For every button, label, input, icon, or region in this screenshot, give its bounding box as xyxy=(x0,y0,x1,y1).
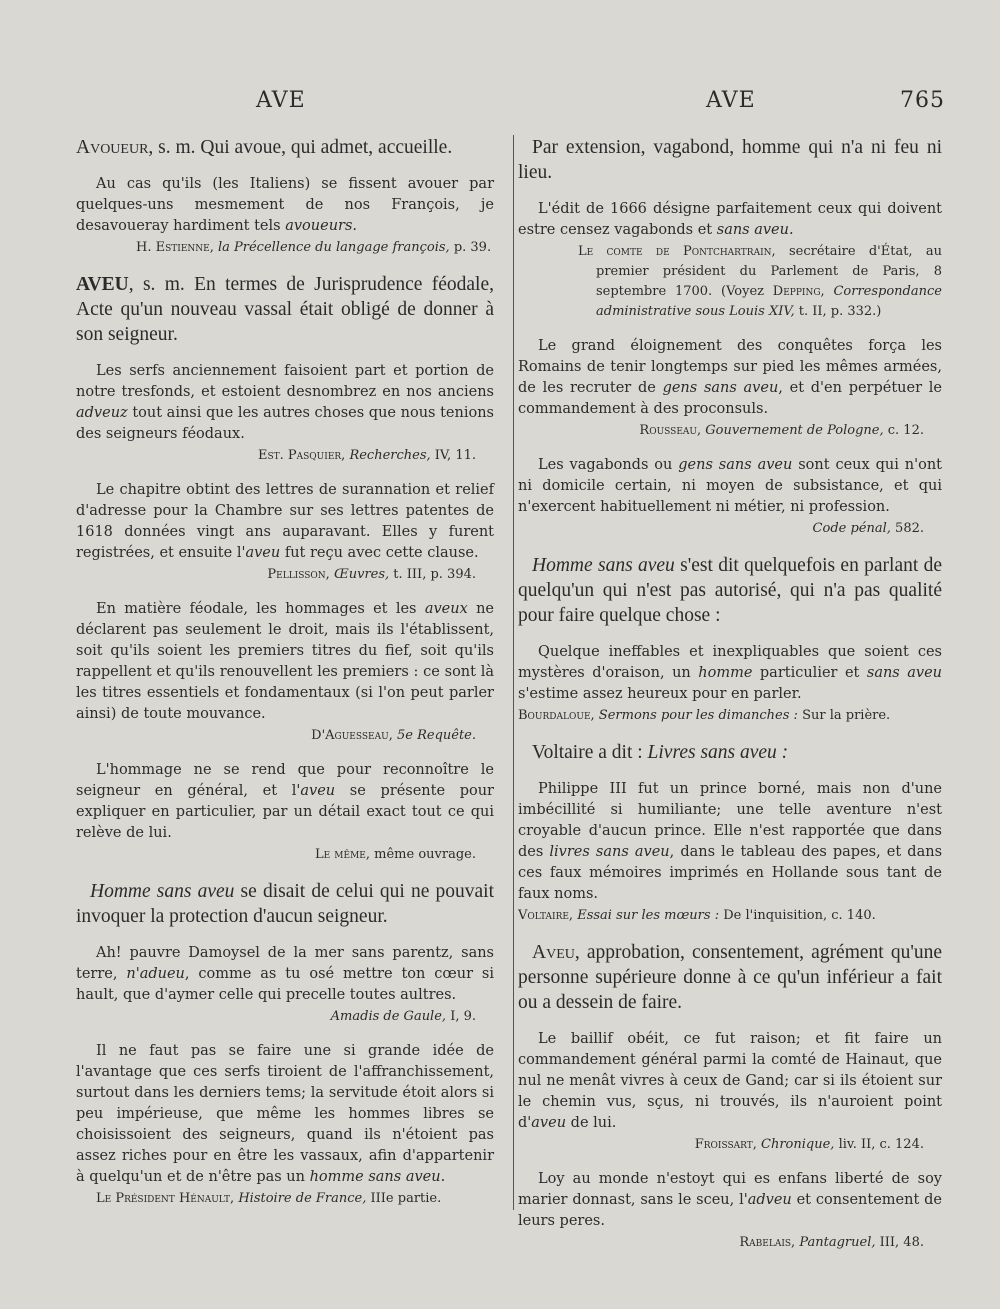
quotation: Au cas qu'ils (les Italiens) se fissent avouer par quelques-uns mesmement de nos François, je desavoueray hardiment tels avoueurs. xyxy=(76,176,494,234)
quotation: Quelque ineffables et inexpliquables que soient ces mystères d'oraison, un homme particulier et sans aveu s'estime assez heureux pour en parler. xyxy=(518,644,942,702)
quotation: En matière féodale, les hommages et les aveux ne déclarent pas seulement le droit, mais ils l'établissent, soit qu'ils soient les premiers titres du fief, soit qu'ils rappellent et qu'ils renouvellent les premiers : ce sont là les titres essentiels et fondamentaux (si l'on peut parler ainsi) de toute mouvance. xyxy=(76,601,494,722)
citation: Froissart, Chronique, liv. II, c. 124. xyxy=(694,1137,924,1152)
citation: Le comte de Pontchartrain, secrétaire d'État, au premier président du Parlement de Paris, 8 septembre 1700. (Voyez Depping, Correspondance administrative sous Louis XIV, t. II, p. 332.) xyxy=(578,244,942,319)
page-number: 765 xyxy=(900,88,945,113)
column-divider xyxy=(513,135,514,1210)
entry-extension-definition: Par extension, vagabond, homme qui n'a ni feu ni lieu. xyxy=(518,137,942,183)
right-column xyxy=(518,135,942,1267)
citation: D'Aguesseau, 5e Requête. xyxy=(311,728,476,743)
left-column xyxy=(76,135,494,1223)
entry-homme-sans-aveu-definition: Homme sans aveu se disait de celui qui ne pouvait invoquer la protection d'aucun seigneur. xyxy=(76,881,494,927)
quotation: Il ne faut pas se faire une si grande idée de l'avantage que ces serfs tiroient de l'affranchissement, surtout dans les derniers tems; la servitude étoit alors si peu impérieuse, que même les hommes libres se choisissoient des seigneurs, quand ils n'étoient pas assez riches pour en être les vassaux, afin d'appartenir à quelqu'un et de n'être pas un homme sans aveu. xyxy=(76,1043,494,1185)
quotation: Les serfs anciennement faisoient part et portion de notre tresfonds, et estoient desnombrez en nos anciens adveuz tout ainsi que les autres choses que nous tenions des seigneurs féodaux. xyxy=(76,363,494,442)
citation: Voltaire, Essai sur les mœurs : De l'inquisition, c. 140. xyxy=(518,908,876,923)
citation: Est. Pasquier, Recherches, IV, 11. xyxy=(257,448,476,463)
citation: Bourdaloue, Sermons pour les dimanches : Sur la prière. xyxy=(518,708,891,723)
quotation: L'hommage ne se rend que pour reconnoître le seigneur en général, et l'aveu se présente pour expliquer en particulier, par un détail exact tout ce qui relève de lui. xyxy=(76,762,494,841)
quotation: Le chapitre obtint des lettres de surannation et relief d'adresse pour la Chambre sur ses lettres patentes de 1618 données vingt ans auparavant. Elles y furent registrées, et ensuite l'aveu fut reçu avec cette clause. xyxy=(76,482,494,561)
citation: Le même, même ouvrage. xyxy=(314,847,476,862)
entry-aveu-approbation-definition: Aveu, approbation, consentement, agrément qu'une personne supérieure donne à ce qu'un inférieur a fait ou a dessein de faire. xyxy=(518,942,942,1013)
running-head-right: AVE xyxy=(706,88,756,113)
headword: Avoueur xyxy=(76,137,149,158)
citation: Code pénal, 582. xyxy=(812,521,924,536)
entry-homme-sans-aveu-quelquefois: Homme sans aveu s'est dit quelquefois en parlant de quelqu'un qui n'est pas autorisé, qui n'a pas qualité pour faire quelque chose : xyxy=(518,555,943,626)
citation: Amadis de Gaule, I, 9. xyxy=(330,1009,476,1024)
citation: Rousseau, Gouvernement de Pologne, c. 12. xyxy=(639,423,924,438)
entry-voltaire-livres-sans-aveu: Voltaire a dit : Livres sans aveu : xyxy=(532,742,789,763)
entry-aveu-definition: AVEU, s. m. En termes de Jurisprudence féodale, Acte qu'un nouveau vassal était obligé de donner à son seigneur. xyxy=(76,274,494,345)
quotation: Le grand éloignement des conquêtes força les Romains de tenir longtemps sur pied les mêmes armées, de les recruter de gens sans aveu, et d'en perpétuer le commandement à des proconsuls. xyxy=(518,338,942,417)
quotation: Philippe III fut un prince borné, mais non d'une imbécillité si humiliante; une telle aventure n'est croyable d'aucun prince. Elle n'est rapportée que dans des livres sans aveu, dans le tableau des papes, et dans ces faux mémoires imprimés en Hollande sous tant de faux noms. xyxy=(518,781,943,902)
entry-avoueur-definition: Avoueur, s. m. Qui avoue, qui admet, accueille. xyxy=(76,137,453,158)
quotation: Le baillif obéit, ce fut raison; et fit faire un commandement général parmi la comté de Hainaut, que nul ne menât vivres à ceux de Gand; car si ils étoient sur le chemin vus, sçus, ni trouvés, ils n'auroient point d'aveu de lui. xyxy=(518,1031,942,1131)
citation: Le Président Hénault, Histoire de France, IIIe partie. xyxy=(96,1191,442,1206)
citation: Rabelais, Pantagruel, III, 48. xyxy=(739,1235,924,1250)
quotation: Les vagabonds ou gens sans aveu sont ceux qui n'ont ni domicile certain, ni moyen de subsistance, et qui n'exercent habituellement ni métier, ni profession. xyxy=(518,457,942,515)
headword: AVEU xyxy=(76,274,129,295)
running-head-left: AVE xyxy=(256,88,306,113)
headword: Aveu xyxy=(532,942,575,963)
quotation: Ah! pauvre Damoysel de la mer sans parentz, sans terre, n'adueu, comme as tu osé mettre ton cœur si hault, que d'aymer celle qui precelle toutes aultres. xyxy=(76,945,494,1003)
citation: H. Estienne, la Précellence du langage françois, p. 39. xyxy=(136,240,492,255)
citation: Pellisson, Œuvres, t. III, p. 394. xyxy=(267,567,476,582)
quotation: L'édit de 1666 désigne parfaitement ceux qui doivent estre censez vagabonds et sans aveu. xyxy=(518,201,942,238)
quotation: Loy au monde n'estoyt qui es enfans liberté de soy marier donnast, sans le sceu, l'adveu et consentement de leurs peres. xyxy=(518,1171,942,1229)
